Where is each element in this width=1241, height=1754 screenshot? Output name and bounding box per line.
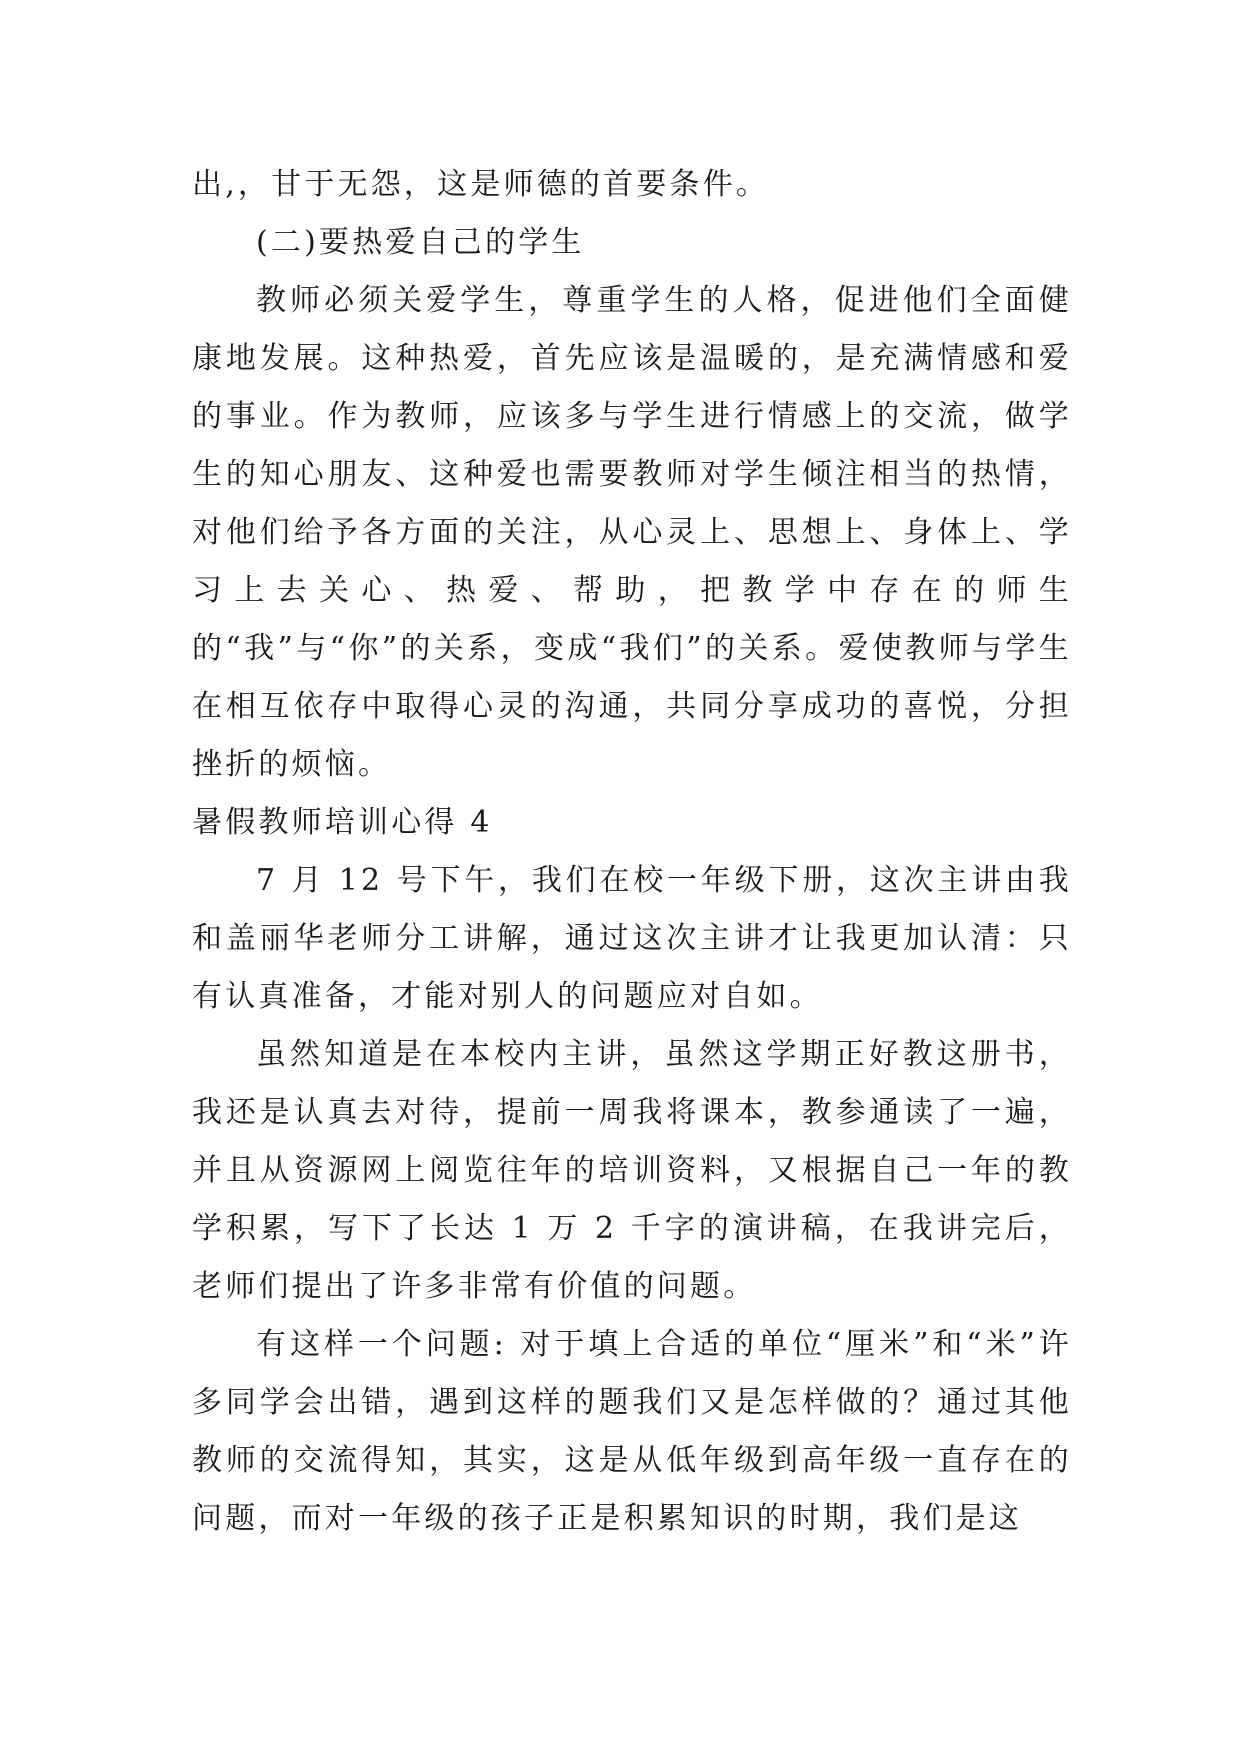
paragraph-lecture: 7 月 12 号下午，我们在校一年级下册，这次主讲由我和盖丽华老师分工讲解，通过这次主讲才让我更加认清：只有认真准备，才能对别人的问题应对自如。: [192, 863, 1072, 1014]
paragraph-continuation: 出,，甘于无怨，这是师德的首要条件。: [192, 167, 770, 202]
section-subheading: (二)要热爱自己的学生: [256, 225, 585, 260]
paragraph-preparation: 虽然知道是在本校内主讲，虽然这学期正好教这册书，我还是认真去对待，提前一周我将课本，教参通读了一遍，并且从资源网上阅览往年的培训资料，又根据自己一年的教学积累，写下了长达 1 万 2 千字的演讲稿，在我讲完后，老师们提出了许多非常有价值的问题。: [192, 1037, 1072, 1304]
document-body: [192, 156, 1072, 1548]
paragraph-love-students: 教师必须关爱学生，尊重学生的人格，促进他们全面健康地发展。这种热爱，首先应该是温暖的，是充满情感和爱的事业。作为教师，应该多与学生进行情感上的交流，做学生的知心朋友、这种爱也需要教师对学生倾注相当的热情，对他们给予各方面的关注，从心灵上、思想上、身体上、学习上去关心、热爱、帮助，把教学中存在的师生的“我”与“你”的关系，变成“我们”的关系。爱使教师与学生在相互依存中取得心灵的沟通，共同分享成功的喜悦，分担挫折的烦恼。: [192, 283, 1072, 782]
section-title: 暑假教师培训心得 4: [192, 805, 493, 840]
paragraph-question: 有这样一个问题: 对于填上合适的单位“厘米”和“米”许多同学会出错，遇到这样的题我们又是怎样做的？通过其他教师的交流得知，其实，这是从低年级到高年级一直存在的问题，而对一年级的孩子正是积累知识的时期，我们是这: [192, 1327, 1072, 1536]
